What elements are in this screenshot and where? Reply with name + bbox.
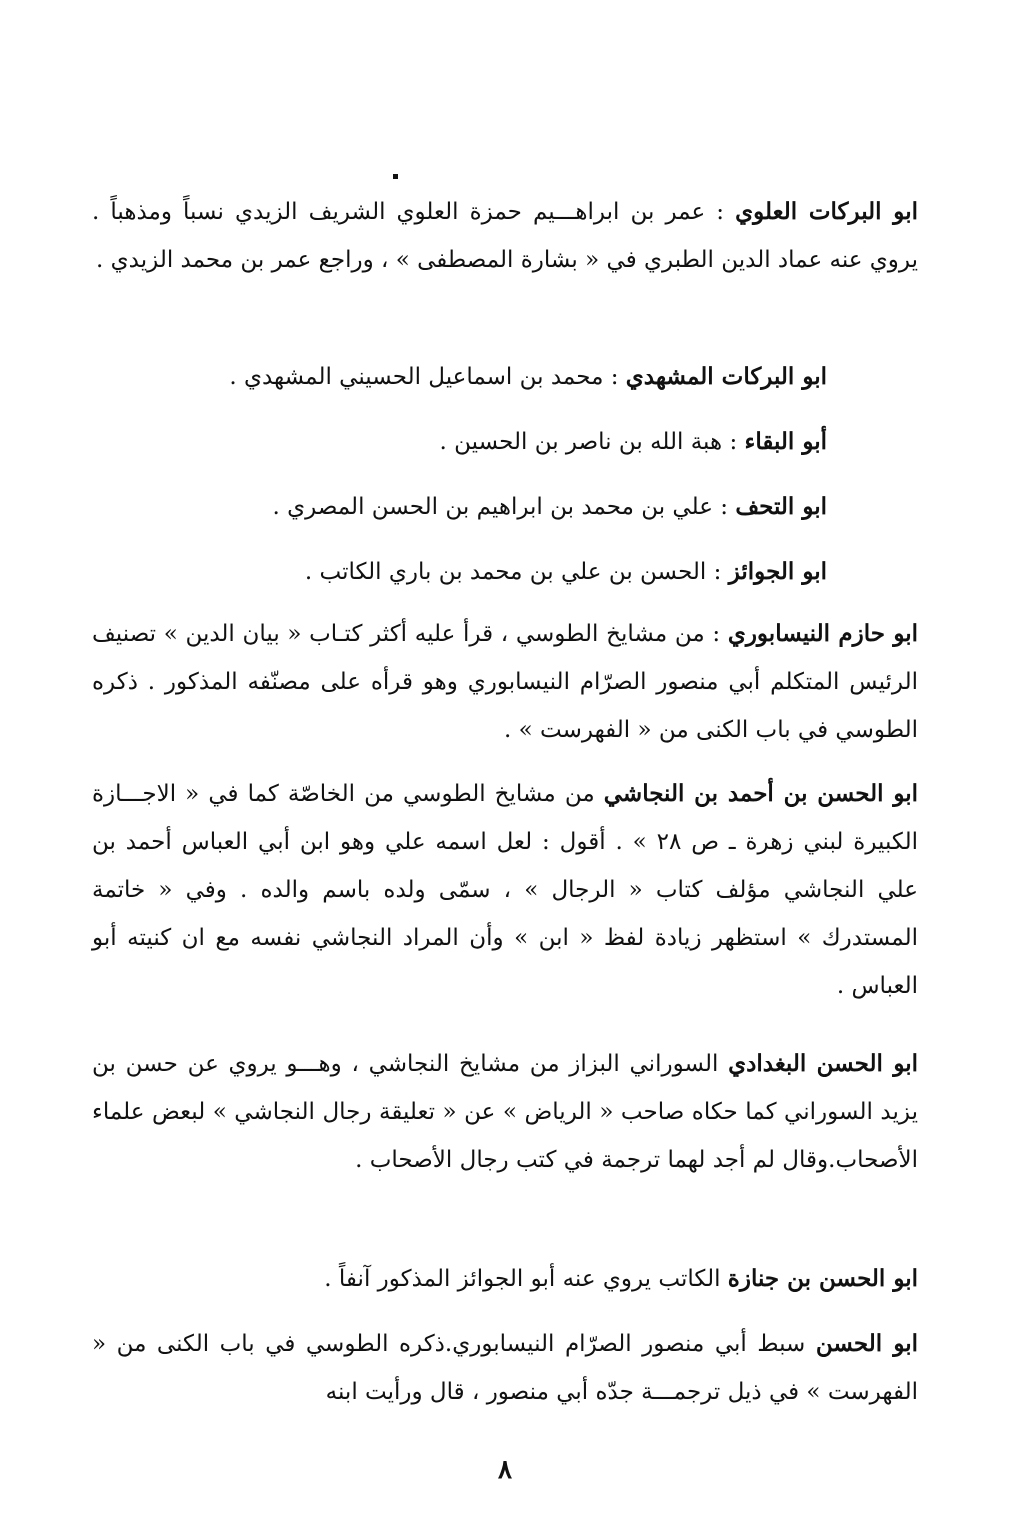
entry-abu-al-hasan-ibn-janaza bbox=[92, 1255, 918, 1303]
entry-separator bbox=[718, 1051, 728, 1077]
entry-separator: : bbox=[704, 621, 728, 647]
entry-heading: ابو البركات المشهدي bbox=[625, 363, 827, 390]
entry-abu-al-barakat-al-alawi bbox=[92, 188, 918, 284]
entry-abu-al-tuhaf bbox=[150, 483, 827, 531]
entry-text: عمر بن ابراهـــيم حمزة العلوي الشريف الزيدي نسباً ومذهباً . يروي عنه عماد الدين الطبري في « بشارة المصطفى » ، وراجع عمر بن محمد الزيدي . bbox=[92, 199, 918, 273]
entry-text: من مشايخ الطوسي ، قرأ عليه أكثر كتـاب « بيان الدين » تصنيف الرئيس المتكلم أبي منصور الصرّام النيسابوري وهو قرأه على مصنّفه المذكور . ذكره الطوسي في باب الكنى من « الفهرست » . bbox=[92, 621, 918, 743]
entry-heading: ابو البركات العلوي bbox=[735, 198, 918, 225]
entry-separator bbox=[595, 781, 604, 807]
entry-abu-al-hasan-sibt bbox=[92, 1320, 918, 1416]
entry-text: الحسن بن علي بن محمد بن باري الكاتب . bbox=[304, 559, 707, 585]
entry-heading: ابو الحسن bbox=[815, 1330, 919, 1357]
entry-separator: : bbox=[603, 364, 626, 390]
entry-text: السوراني البزاز من مشايخ النجاشي ، وهـــو يروي عن حسن بن يزيد السوراني كما حكاه صاحب « الرياض » عن « تعليقة رجال النجاشي » لبعض علماء الأصحاب.وقال لم أجد لهما ترجمة في كتب رجال الأصحاب . bbox=[92, 1051, 918, 1173]
entry-heading: ابو الحسن البغدادي bbox=[728, 1050, 919, 1077]
entry-abu-al-baqa bbox=[150, 418, 827, 466]
entry-separator: : bbox=[706, 559, 729, 585]
entry-separator bbox=[805, 1331, 816, 1357]
entry-abu-hazim-al-nisaburi bbox=[92, 610, 918, 754]
page-number: ٨ bbox=[498, 1455, 512, 1485]
entry-text: علي بن محمد بن ابراهيم بن الحسن المصري . bbox=[272, 494, 713, 520]
entry-abu-al-barakat-al-mashhadi bbox=[150, 353, 827, 401]
entry-heading: ابو الحسن بن أحمد بن النجاشي bbox=[603, 780, 918, 807]
entry-heading: ابو الحسن بن جنازة bbox=[727, 1265, 918, 1292]
entry-separator: : bbox=[705, 199, 736, 225]
entry-abu-al-jawaiz bbox=[150, 548, 827, 596]
entry-abu-al-hasan-ibn-al-najashi bbox=[92, 770, 918, 1010]
entry-text: محمد بن اسماعيل الحسيني المشهدي . bbox=[229, 364, 604, 390]
entry-heading: أبو البقاء bbox=[744, 428, 827, 455]
entry-separator: : bbox=[712, 494, 736, 520]
entry-abu-al-hasan-al-baghdadi bbox=[92, 1040, 918, 1184]
entry-heading: ابو حازم النيسابوري bbox=[727, 620, 918, 647]
entry-text: هبة الله بن ناصر بن الحسين . bbox=[439, 429, 723, 455]
entry-text: سبط أبي منصور الصرّام النيسابوري.ذكره الطوسي في باب الكنى من « الفهرست » في ذيل ترجمـــة جدّه أبي منصور ، قال ورأيت ابنه bbox=[92, 1331, 918, 1405]
entry-separator bbox=[720, 1266, 727, 1292]
entry-text: من مشايخ الطوسي من الخاصّة كما في « الاجـــازة الكبيرة لبني زهرة ـ ص ٢٨ » . أقول : لعل اسمه علي وهو ابن أبي العباس أحمد بن علي النجاشي مؤلف كتاب « الرجال » ، سمّى ولده باسم والده . وفي « خاتمة المستدرك » استظهر زيادة لفظ « ابن » وأن المراد النجاشي نفسه مع ان كنيته أبو العباس . bbox=[92, 781, 918, 999]
top-mark bbox=[393, 174, 398, 179]
entry-text: الكاتب يروي عنه أبو الجوائز المذكور آنفاً . bbox=[324, 1266, 721, 1292]
entry-heading: ابو الجوائز bbox=[728, 558, 827, 585]
entry-separator: : bbox=[722, 429, 745, 455]
entry-heading: ابو التحف bbox=[735, 493, 827, 520]
